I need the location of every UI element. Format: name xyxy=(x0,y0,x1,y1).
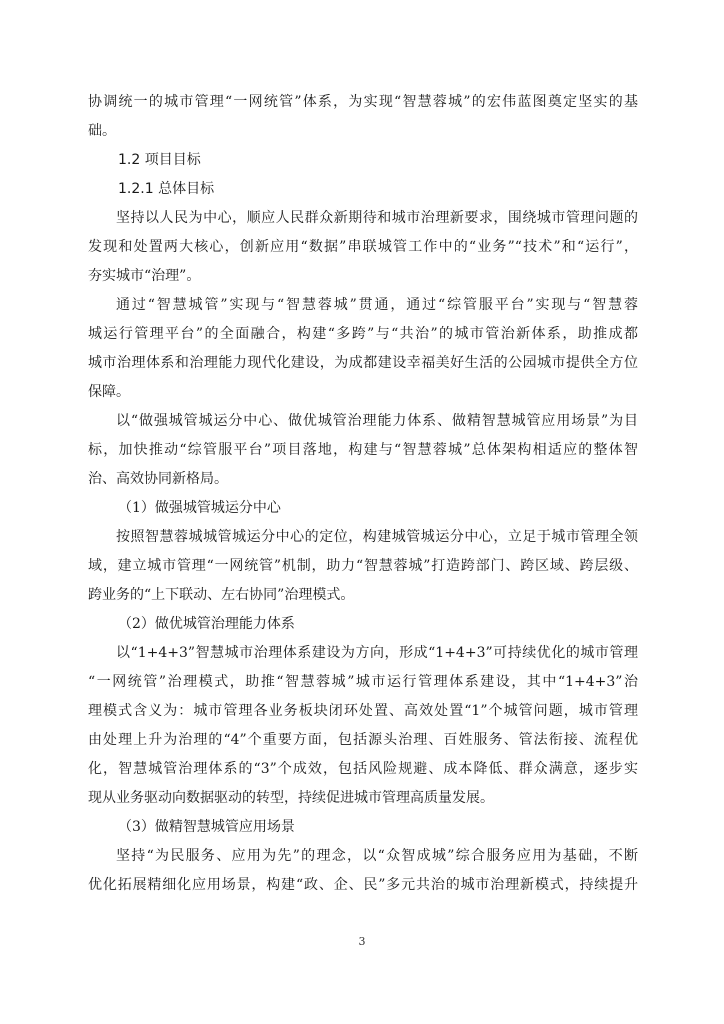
paragraph-line: 保障。 xyxy=(88,384,130,400)
paragraph-line: 坚持“为民服务、应用为先”的理念，以“众智成城”综合服务应用为基础，不断 xyxy=(116,848,638,864)
paragraph-line: 理模式含义为：城市管理各业务板块闭环处置、高效处置“1”个城管问题，城市管理 xyxy=(88,703,638,719)
paragraph-line: 以“1+4+3”智慧城市治理体系建设为方向，形成“1+4+3”可持续优化的城市管理 xyxy=(116,645,638,661)
paragraph-line: 跨业务的“上下联动、左右协同”治理模式。 xyxy=(88,587,355,603)
paragraph-line: 城运行管理平台”的全面融合，构建“多跨”与“共治”的城市管治新体系，助推成都 xyxy=(88,326,638,342)
paragraph-line: 按照智慧蓉城城管城运分中心的定位，构建城管城运分中心，立足于城市管理全领 xyxy=(116,529,638,545)
list-heading: （2）做优城管治理能力体系 xyxy=(118,616,295,632)
paragraph-line: 协调统一的城市管理“一网统管”体系，为实现“智慧蓉城”的宏伟蓝图奠定坚实的基 xyxy=(88,94,638,110)
paragraph-line: 坚持以人民为中心，顺应人民群众新期待和城市治理新要求，围绕城市管理问题的 xyxy=(116,210,638,226)
section-heading: 1.2 项目目标 xyxy=(118,152,201,168)
list-heading: （3）做精智慧城管应用场景 xyxy=(118,819,295,835)
paragraph-line: 域，建立城市管理“一网统管”机制，助力“智慧蓉城”打造跨部门、跨区域、跨层级、 xyxy=(88,558,638,574)
page-number: 3 xyxy=(358,935,366,948)
subsection-heading: 1.2.1 总体目标 xyxy=(118,181,215,197)
paragraph-line: 础。 xyxy=(88,123,116,139)
paragraph-line: 由处理上升为治理的“4”个重要方面，包括源头治理、百姓服务、管法衔接、流程优 xyxy=(88,732,638,748)
paragraph-line: 以“做强城管城运分中心、做优城管治理能力体系、做精智慧城管应用场景”为目 xyxy=(116,413,638,429)
paragraph-line: 发现和处置两大核心，创新应用“数据”串联城管工作中的“业务”“技术”和“运行”， xyxy=(88,239,638,255)
paragraph-line: 通过“智慧城管”实现与“智慧蓉城”贯通，通过“综管服平台”实现与“智慧蓉 xyxy=(116,297,638,313)
paragraph-line: 现从业务驱动向数据驱动的转型，持续促进城市管理高质量发展。 xyxy=(88,790,494,806)
paragraph-line: 优化拓展精细化应用场景，构建“政、企、民”多元共治的城市治理新模式，持续提升 xyxy=(88,877,638,893)
paragraph-line: 化，智慧城管治理体系的“3”个成效，包括风险规避、成本降低、群众满意，逐步实 xyxy=(88,761,638,777)
paragraph-line: 标，加快推动“综管服平台”项目落地，构建与“智慧蓉城”总体架构相适应的整体智 xyxy=(88,442,638,458)
list-heading: （1）做强城管城运分中心 xyxy=(118,500,281,516)
document-body xyxy=(88,88,638,900)
paragraph-line: 城市治理体系和治理能力现代化建设，为成都建设幸福美好生活的公园城市提供全方位 xyxy=(88,355,638,371)
paragraph-line: 夯实城市“治理”。 xyxy=(88,268,201,284)
paragraph-line: 治、高效协同新格局。 xyxy=(88,471,228,487)
paragraph-line: “一网统管”治理模式，助推“智慧蓉城”城市运行管理体系建设，其中“1+4+3”治 xyxy=(88,674,638,690)
